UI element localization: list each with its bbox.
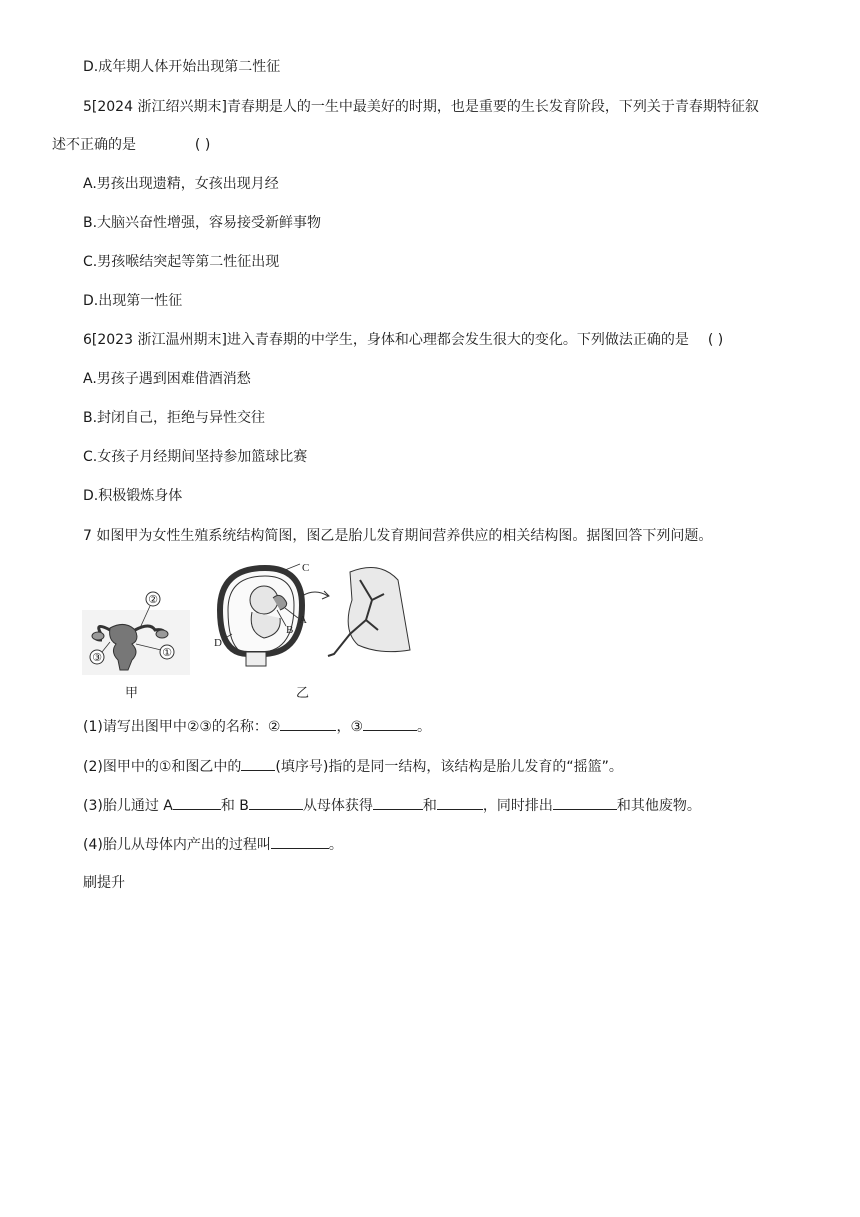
marker-d: D [214, 637, 222, 649]
option-b: B.封闭自己，拒绝与异性交往 [83, 410, 266, 426]
section-footer: 刷提升 [83, 875, 125, 891]
option-c: C.男孩喉结突起等第二性征出现 [83, 254, 280, 270]
fetus-uterus-diagram [220, 564, 410, 666]
answer-blank[interactable] [280, 716, 336, 731]
sub4-text: (4)胎儿从母体内产出的过程叫 [83, 837, 271, 853]
answer-paren: ( ) [707, 332, 724, 348]
question-6-stem [83, 330, 723, 350]
marker-1: ① [162, 646, 172, 659]
marker-a: A [299, 614, 307, 626]
sub3-text-5: ，同时排出 [482, 798, 553, 814]
sub3-text-3: 从母体获得 [302, 798, 373, 814]
sub-question-2 [83, 756, 623, 777]
marker-3: ③ [92, 651, 102, 664]
option-c: C.女孩子月经期间坚持参加篮球比赛 [83, 449, 308, 465]
question-5-stem-tail: 述不正确的是 [52, 137, 136, 153]
question-6-text: 6[2023 浙江温州期末]进入青春期的中学生，身体和心理都会发生很大的变化。下列做法正确的是 [83, 332, 689, 348]
option-d-q4: D.成年期人体开始出现第二性征 [83, 59, 281, 75]
answer-blank[interactable] [363, 716, 417, 731]
question-5-stem-cont [52, 135, 210, 155]
sub3-text-2: 和 B [220, 798, 249, 814]
sub3-text-6: 和其他废物。 [616, 798, 701, 814]
sub2-text: (2)图甲中的①和图乙中的 [83, 759, 242, 775]
answer-paren: ( ) [194, 137, 211, 153]
question-7-stem: 7 如图甲为女性生殖系统结构简图，图乙是胎儿发育期间营养供应的相关结构图。据图回答下列问题。 [83, 528, 713, 544]
answer-blank[interactable] [271, 834, 329, 849]
sub4-end: 。 [328, 837, 343, 853]
marker-2: ② [148, 593, 158, 606]
sub1-text: (1)请写出图甲中②③的名称：② [83, 719, 281, 735]
sub1-end: 。 [417, 719, 432, 735]
answer-blank[interactable] [173, 795, 221, 810]
sub-question-4 [83, 834, 343, 855]
sub1-text-2: ，③ [336, 719, 364, 735]
figure-label-yi: 乙 [296, 686, 310, 701]
option-d: D.积极锻炼身体 [83, 488, 183, 504]
answer-blank[interactable] [241, 756, 275, 771]
answer-blank[interactable] [249, 795, 303, 810]
reproduction-figure [80, 560, 440, 705]
answer-blank[interactable] [373, 795, 423, 810]
marker-b: B [286, 624, 294, 636]
option-b: B.大脑兴奋性增强，容易接受新鲜事物 [83, 215, 322, 231]
sub2-text-2: (填序号)指的是同一结构，该结构是胎儿发育的“摇篮”。 [275, 759, 623, 775]
sub-question-3 [83, 795, 701, 816]
option-a: A.男孩子遇到困难借酒消愁 [83, 371, 251, 387]
sub-question-1 [83, 716, 431, 737]
answer-blank[interactable] [437, 795, 483, 810]
sub3-text-4: 和 [422, 798, 437, 814]
option-d: D.出现第一性征 [83, 293, 183, 309]
figure-label-jia: 甲 [125, 686, 139, 701]
female-reproductive-system-diagram [82, 610, 190, 675]
answer-blank[interactable] [553, 795, 617, 810]
option-a: A.男孩出现遗精，女孩出现月经 [83, 176, 279, 192]
marker-c: C [302, 562, 310, 574]
question-5-stem: 5[2024 浙江绍兴期末]青春期是人的一生中最美好的时期，也是重要的生长发育阶段，下列关于青春期特征叙 [83, 99, 759, 115]
sub3-text: (3)胎儿通过 A [83, 798, 173, 814]
